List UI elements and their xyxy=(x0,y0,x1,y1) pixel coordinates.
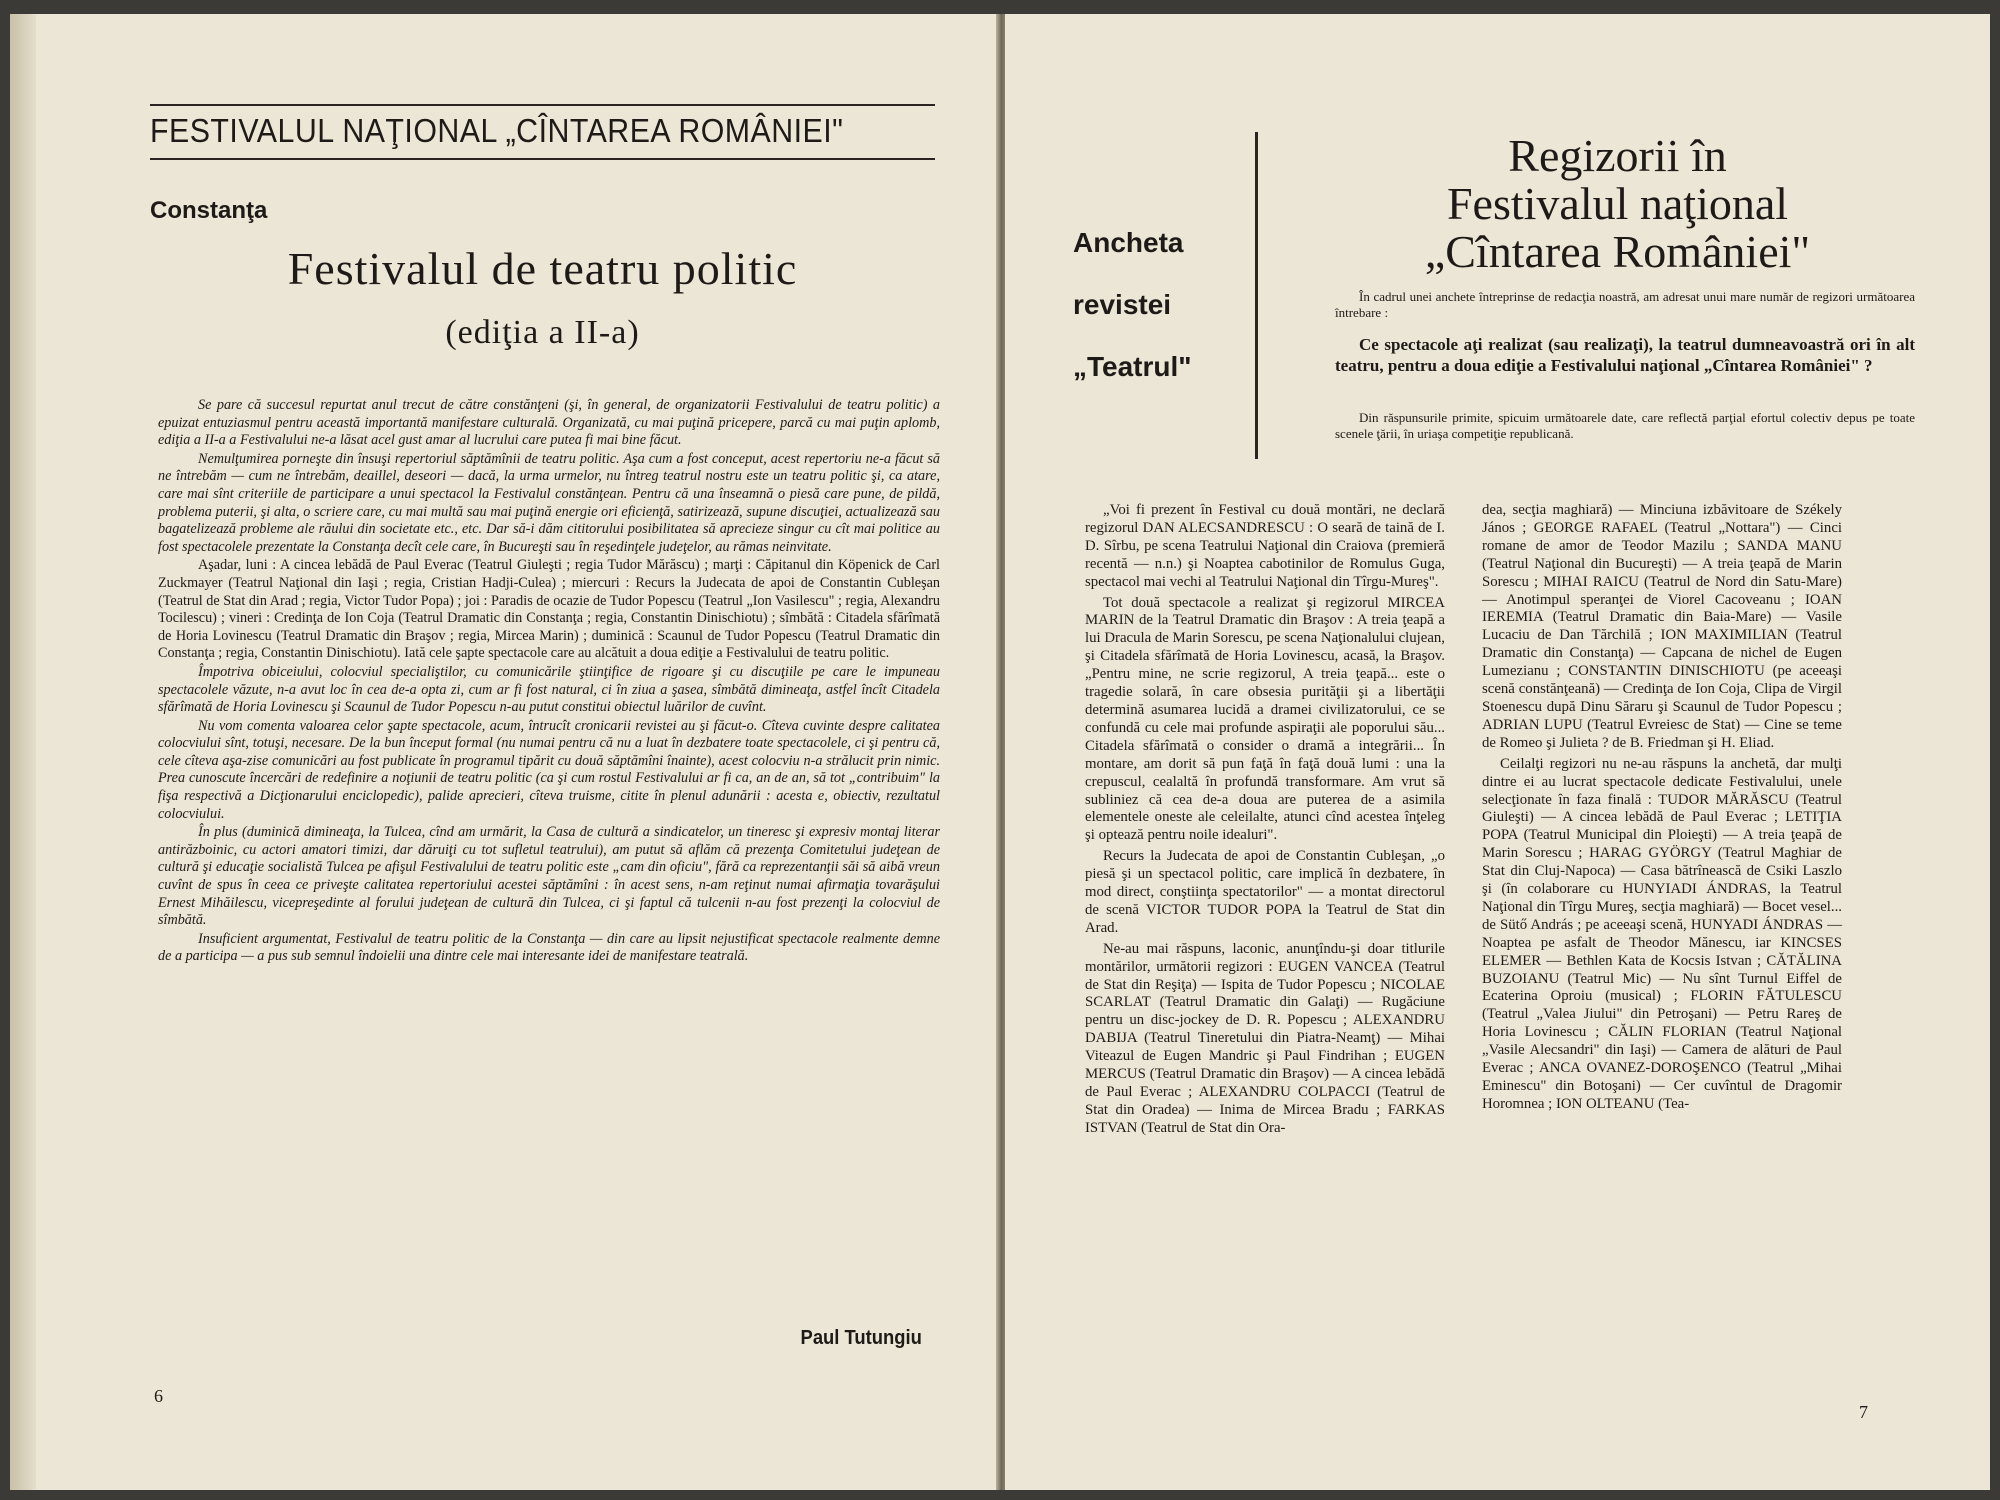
survey-title xyxy=(1275,132,1960,276)
survey-intro-text: În cadrul unei anchete întreprinse de redacţia noastră, am adresat unui mare număr de regizori următoarea întrebare : xyxy=(1335,289,1915,320)
article-paragraph: În plus (duminică dimineaţa, la Tulcea, cînd am urmărit, la Casa de cultură a sindicatelor, un tineresc şi expresiv montaj literar antirăzboinic, cu actori amatori timizi, dar dăruiţi cu tot sufletul teatrului), am putut să aflăm că prezenţa Comitetului judeţean de cultură şi educaţie socialistă Tulcea pe afişul Festivalului de teatru politic este „cam din oficiu", fără ca reprezentanţii săi să aibă vreun cuvînt de spus în ceea ce priveşte calitatea repertoriului acestei săptămîni : în acest sens, n-am reţinut numai afirmaţia tovarăşului Ernest Mihăilescu, vicepreşedinte al forului judeţean de cultură din Tulcea, ci şi faptul că tulcenii n-au fost prezenţi la colocviul de sîmbătă. xyxy=(158,824,940,929)
article-subtitle: (ediţia a II-a) xyxy=(445,314,640,351)
article-body xyxy=(158,397,940,967)
survey-question-text: Ce spectacole aţi realizat (sau realizaţi), la teatrul dumneavoastră ori în alt teatru, pentru a doua ediţie a Festivalului naţional „Cîntarea României" ? xyxy=(1335,335,1915,375)
survey-question xyxy=(1335,334,1915,376)
festival-header-title: FESTIVALUL NAŢIONAL „CÎNTAREA ROMÂNIEI" xyxy=(150,112,844,149)
survey-column-right xyxy=(1482,502,1842,1117)
survey-intro xyxy=(1335,289,1915,326)
right-page xyxy=(1005,14,1990,1490)
article-paragraph: Insuficient argumentat, Festivalul de teatru politic de la Constanţa — din care au lipsit nejustificat spectacole realmente demne de a participa — a pus sub semnul îndoielii una dintre cele mai interesante idei de manifestare teatrală. xyxy=(158,930,940,965)
survey-column-left xyxy=(1085,502,1445,1141)
article-paragraph: Nu vom comenta valoarea celor şapte spectacole, acum, întrucît cronicarii revistei au şi făcut-o. Cîteva cuvinte despre calitatea colocviului sînt, totuşi, necesare. De la bun început formal (nu numai pentru că nu a luat în dezbatere toate spectacolele, ci şi pentru că, cele cîteva aşa-zise comunicări au fost publicate în programul tipărit cu două săptămîni înainte), acest colocviu n-a strălucit prin nimic. Prea cunoscute încercări de redefinire a noţiunii de teatru politic (ca şi cum rostul Festivalului ar fi ca, an de an, să tot „contribuim" la fişa respectivă a Dicţionarului enciclopedic), palide aprecieri, cîteva truisme, citite în plenul adunării : acesta e, obiectiv, rezultatul colocviului. xyxy=(158,717,940,822)
page-number-left: 6 xyxy=(154,1386,163,1406)
survey-label-line: Ancheta xyxy=(1073,227,1184,258)
author-signature: Paul Tutungiu xyxy=(800,1327,922,1349)
article-paragraph: Nemulţumirea porneşte din însuşi repertoriul săptămînii de teatru politic. Aşa cum a fost conceput, acest repertoriu ne-a făcut să ne întrebăm — cum ne întrebăm, deaillel, deseori — dacă, la urma urmelor, nu întreg teatrul nostru este un teatru politic şi, ca atare, care mai sînt criteriile de participare a unui spectacol la Festivalul constănţean. Pentru că una înseamnă o piesă care pune, de pildă, problema puterii, şi alta, o scriere care, cu mai multă sau mai puţină energie ori eficienţă, satirizează, supune discuţiei, actualizează sau bagatelizează probleme ale răului din societate etc., etc. Dar să-i dăm cititorului posibilitatea să aprecieze singur cu cît mai politice au fost spectacolele prezentate la Constanţa decît cele care, în Bucureşti sau în reşedinţele judeţelor, au rămas neinvitate. xyxy=(158,450,940,555)
survey-side-label xyxy=(1073,212,1192,398)
article-paragraph: Împotriva obiceiului, colocviul specialiştilor, cu comunicările ştiinţifice de rigoare şi cu discuţiile pe care le impuneau spectacolele văzute, n-a avut loc în cea de-a opta zi, cum ar fi fost natural, ci în ziua a şasea, sîmbătă dimineaţa, astfel încît Citadela sfărîmată de Horia Lovinescu şi Scaunul de Tudor Popescu n-au putut constitui obiectul luărilor de cuvînt. xyxy=(158,663,940,716)
header-rule-bottom xyxy=(150,158,935,160)
header-rule-top xyxy=(150,104,935,106)
survey-title-line: Regizorii în xyxy=(1508,130,1727,181)
survey-paragraph: Ceilalţi regizori nu ne-au răspuns la anchetă, dar mulţi dintre ei au lucrat spectacole dedicate Festivalului, unele selecţionate în faza finală : TUDOR MĂRĂSCU (Teatrul Giuleşti) — A cincea lebădă de Paul Everac ; LETIŢIA POPA (Teatrul Municipal din Ploieşti) — A treia ţeapă de Marin Sorescu ; HARAG GYÖRGY (Teatrul Maghiar de Stat din Cluj-Napoca) — Casa bătrînească de Csiki Laszlo şi (în colaborare cu HUNYIADI ÁNDRAS, la Teatrul Naţional din Tîrgu Mureş, secţia maghiară) — Bocet vesel... de Sütő András ; pe aceeaşi scenă, HUNYADI ÁNDRAS — Noaptea pe asfalt de Theodor Mănescu, iar KINCSES ELEMER — Bethlen Kata de Kocsis Istvan ; CĂTĂLINA BUZOIANU (Teatrul Mic) — Nu sînt Turnul Eiffel de Ecaterina Oproiu (musical) ; FLORIN FĂTULESCU (Teatrul „Valea Jiului" din Petroşani) — Petru Rareş de Horia Lovinescu ; CĂLIN FLORIAN (Teatrul Naţional „Vasile Alecsandri" din Iaşi) — Camera de alături de Paul Everac ; ANCA OVANEZ-DOROŞENCO (Teatrul „Mihai Eminescu" din Botoşani) — Cer cuvîntul de Dragomir Horomnea ; ION OLTEANU (Tea- xyxy=(1482,755,1842,1112)
survey-paragraph: Recurs la Judecata de apoi de Constantin Cubleşan, „o piesă şi un spectacol politic, care implică în dezbatere, în mod direct, conştiinţa spectatorilor" — a montat directorul de scenă VICTOR TUDOR POPA la Teatrul de Stat din Arad. xyxy=(1085,848,1445,936)
vertical-divider xyxy=(1255,132,1258,459)
survey-paragraph: dea, secţia maghiară) — Minciuna izbăvitoare de Székely János ; GEORGE RAFAEL (Teatrul „Nottara") — Cinci romane de amor de Teodor Mazilu ; SANDA MANU (Teatrul Naţional din Bucureşti) — A treia ţeapă de Marin Sorescu ; MIHAI RAICU (Teatrul de Nord din Satu-Mare) — Anotimpul speranţei de Viorel Cacoveanu ; IOAN IEREMIA (Teatrul Dramatic din Baia-Mare) — Vasile Lucaciu de Dan Tărchilă ; ION MAXIMILIAN (Teatrul Dramatic din Constanţa) — Capcana de nichel de Eugen Lumezianu ; CONSTANTIN DINISCHIOTU (pe aceeaşi scenă constănţeană) — Credinţa de Ion Coja, Clipa de Virgil Stoenescu după Dinu Săraru şi Scaunul de Tudor Popescu ; ADRIAN LUPU (Teatrul Evreiesc de Stat) — Cine se teme de Romeo şi Julieta ? de B. Friedman şi H. Eliad. xyxy=(1482,502,1842,751)
survey-intro-continuation: Din răspunsurile primite, spicuim următoarele date, care reflectă parţial efortul colectiv depus pe toate scenele ţării, în uriaşa competiţie republicană. xyxy=(1335,410,1915,441)
survey-paragraph: Ne-au mai răspuns, laconic, anunţîndu-şi doar titlurile montărilor, următorii regizori : EUGEN VANCEA (Teatrul de Stat din Reşiţa) — Ispita de Tudor Popescu ; NICOLAE SCARLAT (Teatrul Dramatic din Galaţi) — Rugăciune pentru un disc-jockey de D. R. Popescu ; ALEXANDRU DABIJA (Teatrul Tineretului din Piatra-Neamţ) — Mihai Viteazul de Eugen Mandric şi Paul Findrihan ; EUGEN MERCUS (Teatrul Dramatic din Braşov) — A cincea lebădă de Paul Everac ; ALEXANDRU COLPACCI (Teatrul de Stat din Oradea) — Inima de Mircea Bradu ; FARKAS ISTVAN (Teatrul de Stat din Ora- xyxy=(1085,940,1445,1136)
survey-label-line: „Teatrul" xyxy=(1073,351,1192,382)
page-binding-shadow xyxy=(10,14,36,1490)
survey-paragraph: Tot două spectacole a realizat şi regizorul MIRCEA MARIN de la Teatrul Dramatic din Braşov : A treia ţeapă a lui Dracula de Marin Sorescu, pe scena Naţionalului clujean, şi Citadela sfărîmată de Horia Lovinescu, acasă, la Braşov. „Pentru mine, ne scrie regizorul, A treia ţeapă... este o tragedie solară, în care obsesia purităţii şi a libertăţii determină asumarea lucidă a dramei civilizatorului, ce se confundă cu cele mai profunde aspiraţii ale poporului său... Citadela sfărîmată o consider o dramă a integrării... În montare, am dorit să pun faţă în faţă două lumi : una la crepuscul, cealaltă în profundă transformare. Am vrut să subliniez că cea de-a doua are puterea de a asimila elementele oneste ale celeilalte, atunci cînd acestea înţeleg şi optează pentru noile idealuri". xyxy=(1085,594,1445,844)
article-city: Constanţa xyxy=(150,197,268,224)
left-page xyxy=(10,14,1001,1490)
survey-label-line: revistei xyxy=(1073,289,1172,320)
article-paragraph: Se pare că succesul repurtat anul trecut de către constănţeni (şi, în general, de organizatorii Festivalului de teatru politic) a epuizat entuziasmul pentru această importantă manifestare culturală. Organizată, cu mai puţină pricepere, parcă cu mai puţin aplomb, ediţia a II-a a Festivalului ne-a lăsat acel gust amar al lucrului care putea fi mai bine făcut. xyxy=(158,397,940,449)
page-number-right: 7 xyxy=(1859,1402,1868,1422)
survey-title-line: Festivalul naţional xyxy=(1446,178,1789,229)
article-title: Festivalul de teatru politic xyxy=(287,243,798,294)
article-paragraph: Aşadar, luni : A cincea lebădă de Paul Everac (Teatrul Giuleşti ; regia Tudor Mărăscu) ; marţi : Căpitanul din Köpenick de Carl Zuckmayer (Teatrul Naţional din Iaşi ; regia, Cristian Hadji-Culea) ; miercuri : Recurs la Judecata de apoi de Constantin Cubleşan (Teatrul de Stat din Arad ; regia, Victor Tudor Popa) ; joi : Paradis de ocazie de Tudor Popescu (Teatrul „Ion Vasilescu" ; regia, Alexandru Tocilescu) ; vineri : Credinţa de Ion Coja (Teatrul Dramatic din Constanţa ; regia, Constantin Dinischiotu) ; sîmbătă : Citadela sfărîmată de Horia Lovinescu (Teatrul Dramatic din Braşov ; regia, Mircea Marin) ; duminică : Scaunul de Tudor Popescu (Teatrul Dramatic din Constanţa ; regia, Constantin Dinischiotu). Iată cele şapte spectacole care au alcătuit a doua ediţie a Festivalului de teatru politic. xyxy=(158,557,940,662)
festival-header xyxy=(150,104,935,160)
survey-paragraph: „Voi fi prezent în Festival cu două montări, ne declară regizorul DAN ALECSANDRESCU : O seară de taină de I. D. Sîrbu, pe scena Teatrului Naţional din Craiova (premieră recentă — n.n.) şi Noaptea cabotinilor de Romulus Guga, spectacol mai vechi al Teatrului Naţional din Tîrgu-Mureş". xyxy=(1085,502,1445,590)
survey-title-line: „Cîntarea României" xyxy=(1424,226,1811,277)
